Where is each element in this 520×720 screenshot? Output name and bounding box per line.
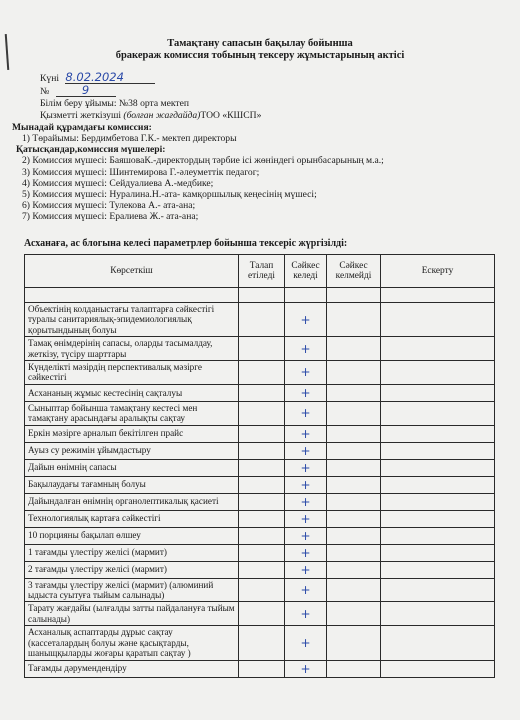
- match-cell: +: [285, 561, 327, 578]
- match-cell: +: [285, 510, 327, 527]
- note-cell: [381, 626, 495, 660]
- number-row: [40, 85, 116, 97]
- indicator-cell: 1 тағамды үлестіру желісі (мармит): [25, 544, 239, 561]
- table-row: [25, 384, 495, 401]
- match-cell: +: [285, 527, 327, 544]
- nonmatch-cell: [327, 561, 381, 578]
- member-line: 6) Комиссия мүшесі: Тулекова А.- ата-ана;: [22, 200, 196, 212]
- table-row: [25, 337, 495, 361]
- indicator-cell: Дайындалған өнімнің органолептикалық қасиеті: [25, 493, 239, 510]
- match-cell: +: [285, 401, 327, 425]
- note-cell: [381, 527, 495, 544]
- indicator-cell: Асхананың жұмыс кестесінің сақталуы: [25, 384, 239, 401]
- member-line: 5) Комиссия мүшесі: Нуралина.Н.-ата- камқоршылық кеңесінің мүшесі;: [22, 189, 317, 201]
- note-cell: [381, 493, 495, 510]
- required-cell: [239, 425, 285, 442]
- table-row: [25, 425, 495, 442]
- match-cell: +: [285, 425, 327, 442]
- note-cell: [381, 384, 495, 401]
- indicator-cell: 2 тағамды үлестіру желісі (мармит): [25, 561, 239, 578]
- indicator-cell: Тамақ өнімдерінің сапасы, оларды тасымалдау, жеткізу, түсіру шарттары: [25, 337, 239, 361]
- date-value: 8.02.2024: [65, 72, 155, 84]
- required-cell: [239, 361, 285, 385]
- date-label: Күні: [40, 73, 59, 84]
- supplier-value: ТОО «КШСП»: [200, 110, 262, 121]
- number-label: №: [40, 86, 50, 97]
- nonmatch-cell: [327, 337, 381, 361]
- supplier-label: Қызметті жеткізуші: [40, 110, 121, 121]
- table-row: [25, 459, 495, 476]
- table-row: [25, 361, 495, 385]
- indicator-cell: 3 тағамды үлестіру желісі (мармит) (алюминий ыдыста суытуға тыйым салынады): [25, 578, 239, 602]
- nonmatch-cell: [327, 527, 381, 544]
- match-cell: +: [285, 476, 327, 493]
- organization-line: Білім беру ұйымы: №38 орта мектеп: [40, 98, 189, 109]
- member-line: 7) Комиссия мүшесі: Ералиева Ж.- ата-ана;: [22, 211, 199, 223]
- header-note: Ескерту: [381, 255, 495, 288]
- note-cell: [381, 337, 495, 361]
- title-line-2: бракераж комиссия тобының тексеру жұмыстарының актісі: [115, 50, 405, 61]
- match-cell: +: [285, 626, 327, 660]
- required-cell: [239, 626, 285, 660]
- date-row: [40, 72, 155, 84]
- table-row: [25, 602, 495, 626]
- note-cell: [381, 361, 495, 385]
- indicator-cell: Объектінің колданыстағы талаптарға сәйкестігі туралы санитариялық-эпидемиологиялық қорытындының болуы: [25, 303, 239, 337]
- required-cell: [239, 493, 285, 510]
- number-value: 9: [56, 85, 116, 97]
- header-noncompliant: Сәйкес келмейді: [327, 255, 381, 288]
- table-row: [25, 544, 495, 561]
- match-cell: +: [285, 493, 327, 510]
- match-cell: +: [285, 337, 327, 361]
- match-cell: +: [285, 442, 327, 459]
- nonmatch-cell: [327, 602, 381, 626]
- required-cell: [239, 442, 285, 459]
- note-cell: [381, 544, 495, 561]
- table-row: [25, 578, 495, 602]
- note-cell: [381, 459, 495, 476]
- nonmatch-cell: [327, 361, 381, 385]
- supplier-row: [40, 110, 261, 121]
- nonmatch-cell: [327, 660, 381, 677]
- indicator-cell: Ауыз су режимін ұйымдастыру: [25, 442, 239, 459]
- document-title: [0, 38, 520, 62]
- match-cell: +: [285, 660, 327, 677]
- indicator-cell: Дайын өнімнің сапасы: [25, 459, 239, 476]
- table-row: [25, 510, 495, 527]
- nonmatch-cell: [327, 510, 381, 527]
- table-spacer-row: [25, 288, 495, 303]
- note-cell: [381, 401, 495, 425]
- chair-line: 1) Төрайымы: Бердимбетова Г.К.- мектеп директоры: [22, 133, 237, 144]
- nonmatch-cell: [327, 401, 381, 425]
- table-row: [25, 527, 495, 544]
- required-cell: [239, 303, 285, 337]
- note-cell: [381, 561, 495, 578]
- indicator-cell: Күнделікті мәзірдің перспективалық мәзірге сәйкестігі: [25, 361, 239, 385]
- nonmatch-cell: [327, 303, 381, 337]
- required-cell: [239, 527, 285, 544]
- match-cell: +: [285, 602, 327, 626]
- note-cell: [381, 303, 495, 337]
- indicator-cell: 10 порцияны бақылап өлшеу: [25, 527, 239, 544]
- match-cell: +: [285, 459, 327, 476]
- supplier-note: (болған жағдайда): [123, 110, 201, 121]
- table-row: [25, 561, 495, 578]
- indicator-cell: Тағамды дәрумендендіру: [25, 660, 239, 677]
- table-row: [25, 626, 495, 660]
- required-cell: [239, 602, 285, 626]
- indicator-cell: Сыныптар бойынша тамақтану кестесі мен тамақтану арасындағы аралықты сақтау: [25, 401, 239, 425]
- note-cell: [381, 425, 495, 442]
- section-heading: Асханаға, ас блогына келесі параметрлер бойынша тексеріс жүргізілді:: [24, 238, 348, 249]
- indicator-cell: Технологиялық картаға сәйкестігі: [25, 510, 239, 527]
- required-cell: [239, 510, 285, 527]
- nonmatch-cell: [327, 578, 381, 602]
- required-cell: [239, 401, 285, 425]
- note-cell: [381, 578, 495, 602]
- note-cell: [381, 660, 495, 677]
- table-row: [25, 442, 495, 459]
- indicator-cell: Тарату жағдайы (ылғалды затты пайдалануға тыйым салынады): [25, 602, 239, 626]
- title-line-1: Тамақтану сапасын бақылау бойынша: [167, 38, 353, 49]
- nonmatch-cell: [327, 459, 381, 476]
- required-cell: [239, 660, 285, 677]
- match-cell: +: [285, 384, 327, 401]
- table-row: [25, 303, 495, 337]
- required-cell: [239, 384, 285, 401]
- table-row: [25, 476, 495, 493]
- match-cell: +: [285, 578, 327, 602]
- note-cell: [381, 476, 495, 493]
- required-cell: [239, 544, 285, 561]
- nonmatch-cell: [327, 544, 381, 561]
- table-header-row: [25, 255, 495, 288]
- nonmatch-cell: [327, 384, 381, 401]
- nonmatch-cell: [327, 425, 381, 442]
- required-cell: [239, 459, 285, 476]
- member-line: 4) Комиссия мүшесі: Сейдуалиева А.-медбике;: [22, 177, 214, 189]
- participants-heading: Қатысқандар,комиссия мүшелері:: [16, 144, 166, 156]
- match-cell: +: [285, 544, 327, 561]
- nonmatch-cell: [327, 476, 381, 493]
- indicator-cell: Еркін мәзірге арналып бекітілген прайс: [25, 425, 239, 442]
- header-compliant: Сәйкес келеді: [285, 255, 327, 288]
- note-cell: [381, 602, 495, 626]
- inspection-table: [24, 254, 495, 678]
- match-cell: +: [285, 361, 327, 385]
- commission-list: [12, 133, 512, 223]
- nonmatch-cell: [327, 493, 381, 510]
- note-cell: [381, 442, 495, 459]
- table-row: [25, 493, 495, 510]
- indicator-cell: Асханалық аспаптарды дұрыс сақтау (кассеталардың болуы және қасықтарды, шаныщқыларды жоғары қаратып сақтау ): [25, 626, 239, 660]
- note-cell: [381, 510, 495, 527]
- required-cell: [239, 337, 285, 361]
- table-row: [25, 660, 495, 677]
- member-line: 3) Комиссия мүшесі: Шинтемирова Г.-әлеуметтік педагог;: [22, 166, 260, 178]
- required-cell: [239, 476, 285, 493]
- commission-heading: Мынадай құрамдағы комиссия:: [12, 122, 152, 133]
- header-indicator: Көрсеткіш: [25, 255, 239, 288]
- table-row: [25, 401, 495, 425]
- required-cell: [239, 561, 285, 578]
- member-line: 2) Комиссия мүшесі: БаяшоваК.-директордың тәрбие ісі жөніндегі орынбасарының м.а.;: [22, 155, 384, 167]
- nonmatch-cell: [327, 626, 381, 660]
- indicator-cell: Бақылаудағы тағамның болуы: [25, 476, 239, 493]
- match-cell: +: [285, 303, 327, 337]
- required-cell: [239, 578, 285, 602]
- header-required: Талап етіледі: [239, 255, 285, 288]
- nonmatch-cell: [327, 442, 381, 459]
